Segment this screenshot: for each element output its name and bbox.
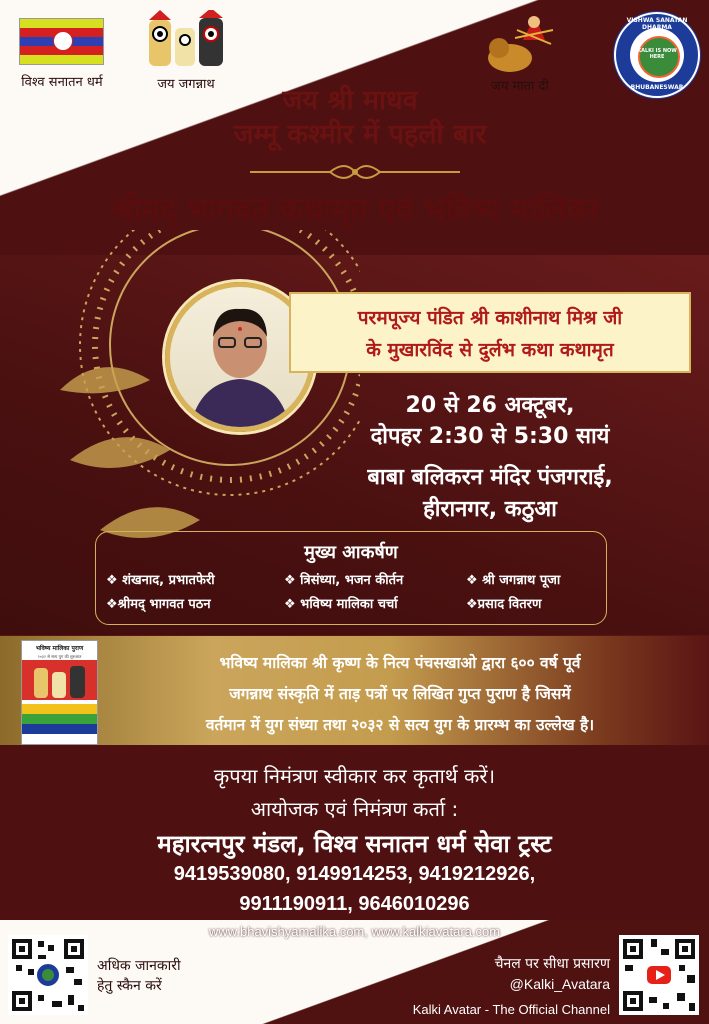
chakra-icon [53,31,73,51]
book-text-line2: जगन्नाथ संस्कृति में ताड़ पत्रों पर लिखित गुप्त पुराण है जिसमें [229,685,571,703]
channel-handle[interactable]: @Kalki_Avatara [509,976,610,992]
header-line1: जय श्री माधव [282,85,418,116]
highlight-item: ❖ शंखनाद, प्रभातफेरी [106,573,215,588]
divider-ornament [250,160,460,184]
book-cover [21,640,98,745]
book-text-line1: भविष्य मालिका श्री कृष्ण के नित्य पंचसखाओ द्वारा ६०० वर्ष पूर्व [219,654,581,672]
durga-icon [485,10,555,76]
scan-text-line2: हेतु स्कैन करें [97,978,162,994]
websites-link[interactable]: www.bhavishyamalika.com, www.kalkiavatara.com [208,924,501,939]
book-cover-subtitle: २०३२ से सत्य युग की शुरुआत [37,654,82,659]
event-venue-line1: बाबा बलिकरन मंदिर पंजगराई, [367,465,613,490]
speaker-line2: के मुखारविंद से दुर्लभ कथा कथामृत [366,339,614,361]
book-text-line3: वर्तमान में युग संध्या तथा २०३२ से सत्य युग के प्रारम्भ का उल्लेख है। [205,716,595,734]
book-cover-image-icon [22,660,97,700]
organizer-name: महारत्नपुर मंडल, विश्व सनातन धर्म सेवा ट्रस्ट [157,830,552,858]
qr-code-youtube[interactable] [619,935,699,1015]
highlight-item: ❖ भविष्य मालिका चर्चा [284,597,398,612]
event-venue-line2: हीरानगर, कठुआ [423,497,557,522]
highlight-item: ❖ श्री जगन्नाथ पूजा [466,573,561,588]
scan-text-line1: अधिक जानकारी [97,958,181,974]
invite-request: कृपया निमंत्रण स्वीकार कर कृतार्थ करें। [213,764,496,788]
organizer-label: आयोजक एवं निमंत्रण कर्ता : [250,797,459,821]
seal-center-text: KALKI IS NOW HERE [637,48,677,60]
seal-logo [614,12,700,98]
jagannath-icon [146,10,226,70]
flag-logo [19,18,104,65]
highlights-box [95,531,607,625]
speaker-line1: परमपूज्य पंडित श्री काशीनाथ मिश्र जी [357,307,623,329]
highlight-item: ❖प्रसाद वितरण [466,597,542,612]
phone-numbers-line1: 9419539080, 9149914253, 9419212926, [173,863,536,885]
channel-name: Kalki Avatar - The Official Channel [412,1002,610,1017]
qr-code-website[interactable] [8,935,88,1015]
main-title: श्रीमद् भागवत कथामृत एवं भविष्य मालिका [111,192,598,228]
event-time: दोपहर 2:30 से 5:30 सायं [370,424,610,449]
event-dates: 20 से 26 अक्टूबर, [405,393,575,418]
phone-numbers-line2: 9911190911, 9646010296 [239,893,470,915]
flag-logo-label: विश्व सनातन धर्म [21,75,103,90]
jagannath-label: जय जगन्नाथ [157,77,215,92]
highlights-heading: मुख्य आकर्षण [304,542,398,563]
header-line2: जम्मू कश्मीर में पहली बार [233,119,487,150]
channel-live-text: चैनल पर सीधा प्रसारण [494,956,610,972]
durga-label: जय माता दी [491,79,549,94]
speaker-banner [289,292,691,373]
book-cover-title: भविष्य मालिका पुराण [35,645,84,652]
highlight-item: ❖ त्रिसंध्या, भजन कीर्तन [284,573,404,588]
seal-top-text: VISHWA SANATAN DHARMA [626,17,688,31]
highlight-item: ❖श्रीमद् भागवत पठन [106,597,211,612]
seal-bottom-text: BHUBANESWAR [630,84,684,91]
